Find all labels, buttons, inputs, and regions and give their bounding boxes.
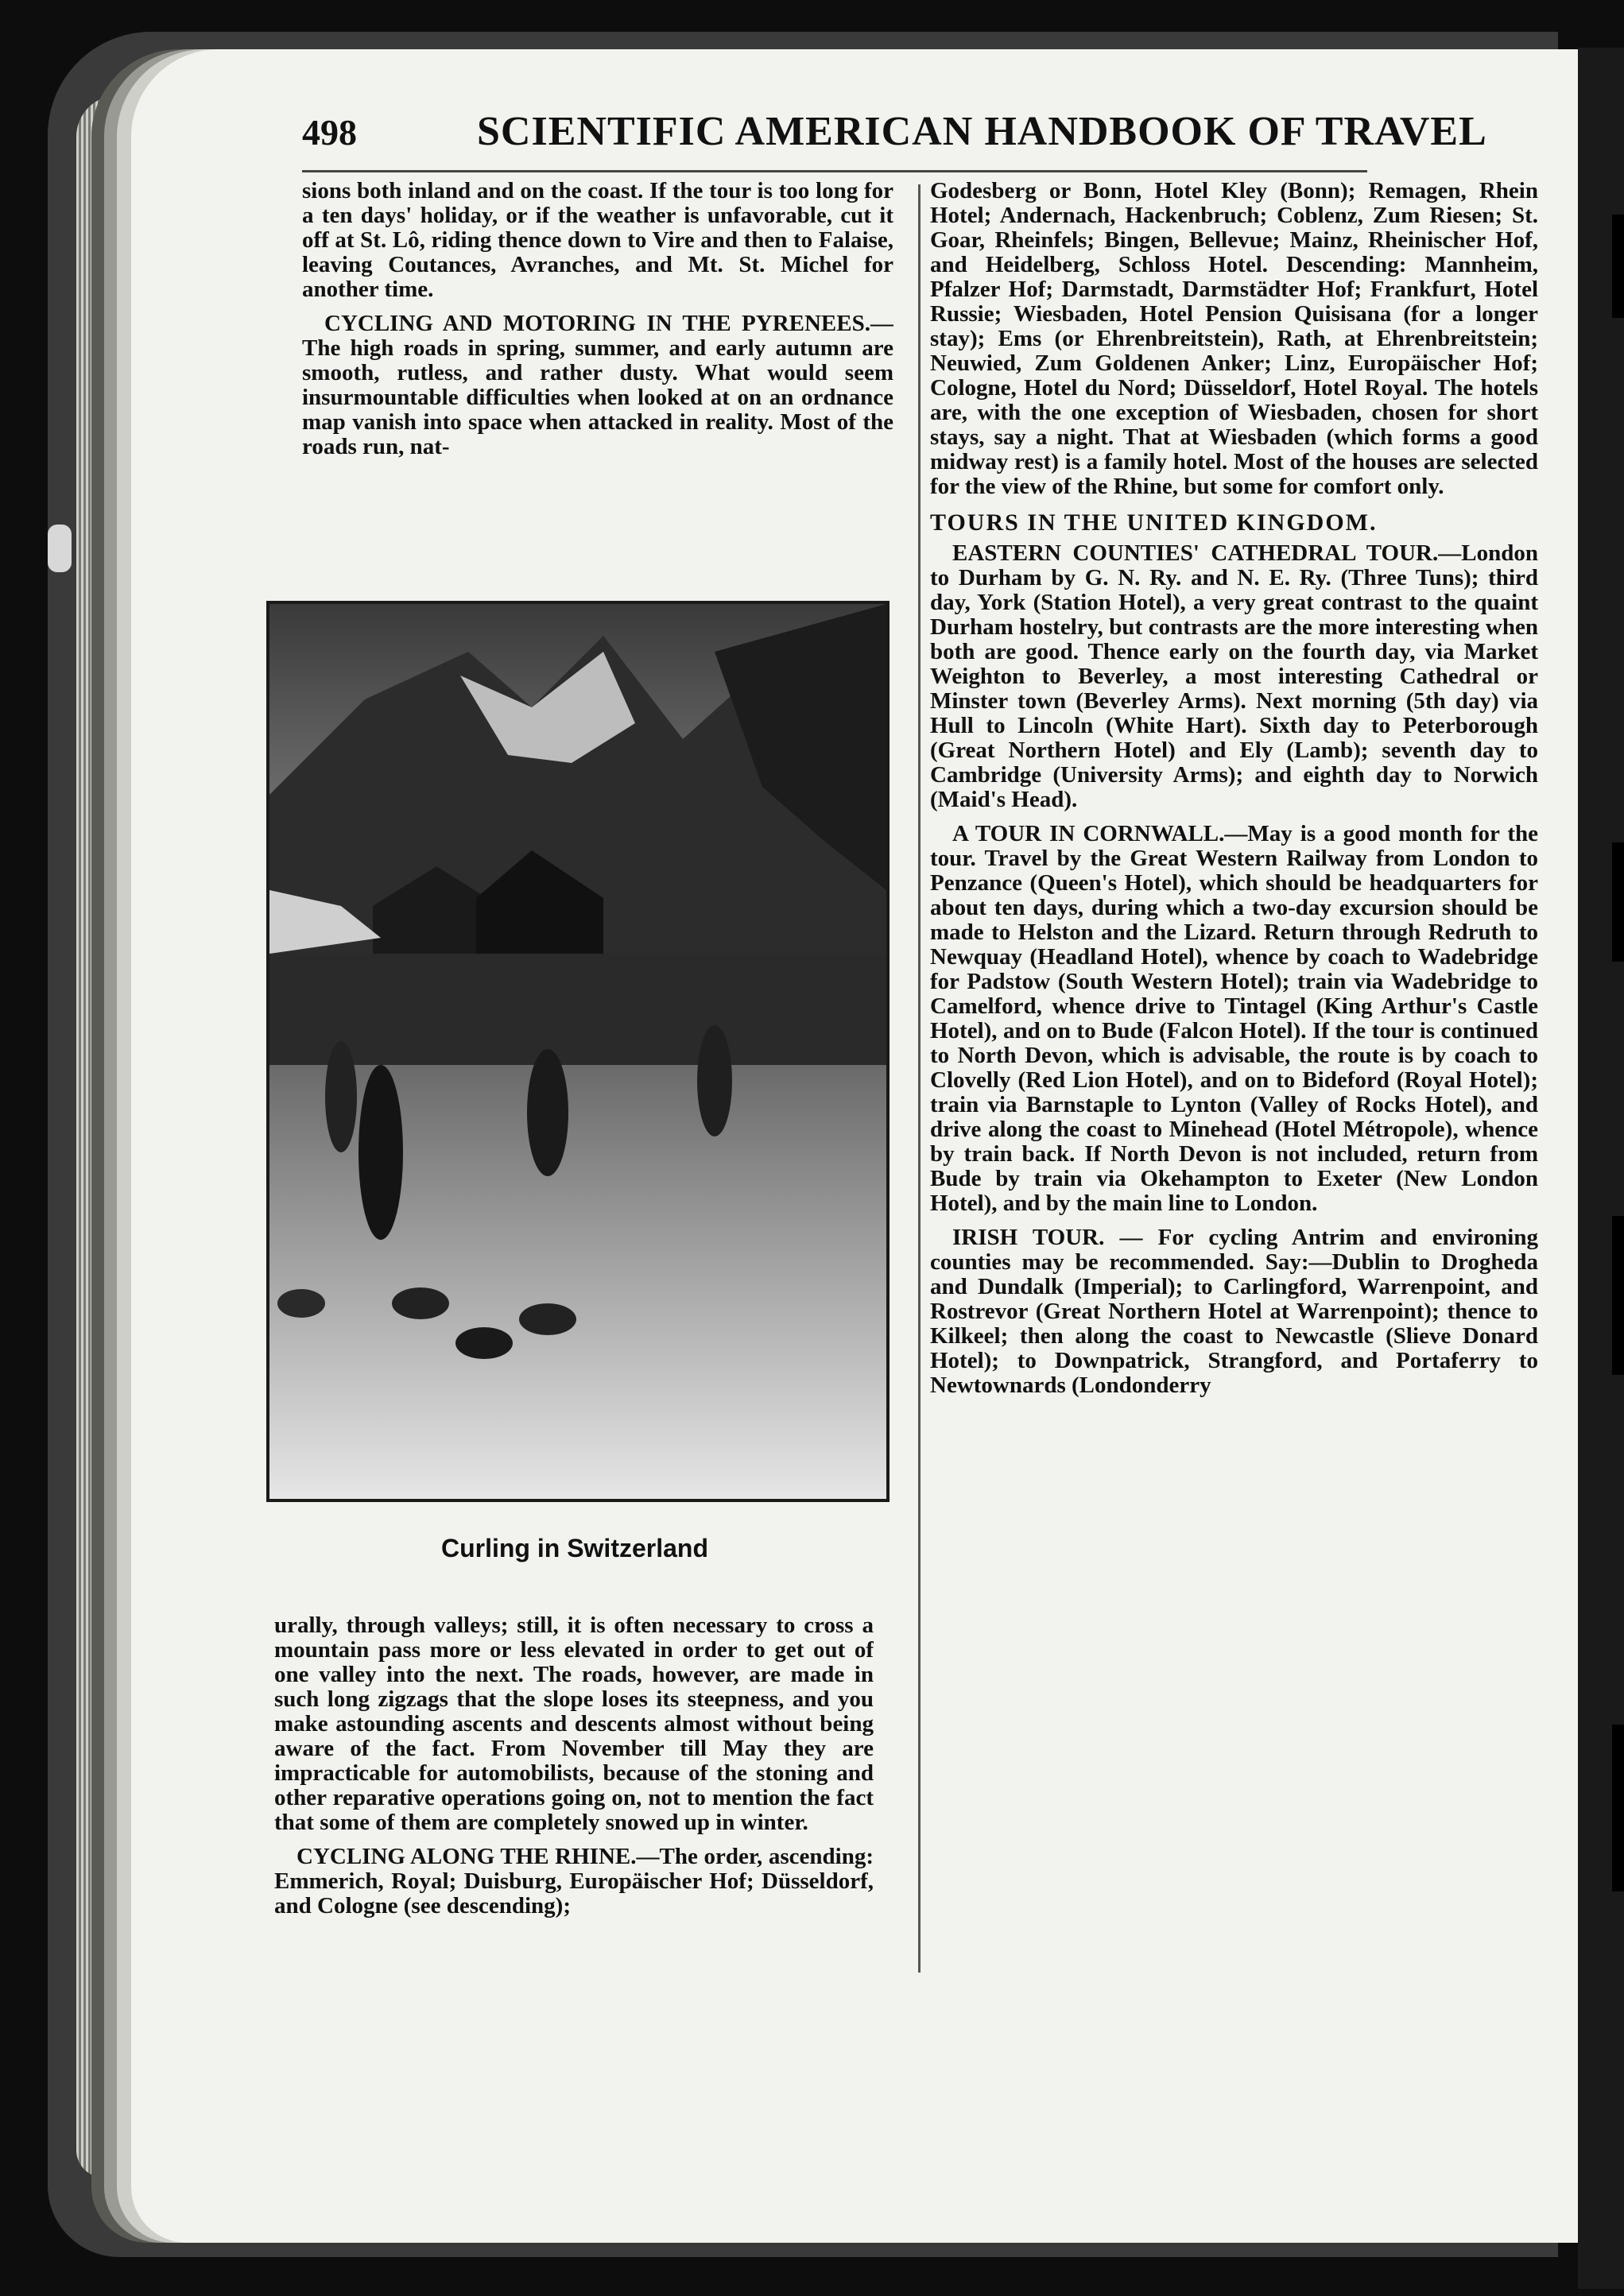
running-head: SCIENTIFIC AMERICAN HANDBOOK OF TRAVEL — [477, 109, 1487, 154]
facing-page-mark — [1612, 1216, 1624, 1375]
scan-clip-mark — [48, 525, 72, 572]
header-rule — [302, 170, 1367, 172]
paragraph: urally, through valleys; still, it is often necessary to cross a mountain pass more or less elevated in order to get out of one valley into the next. The roads, however, are made in such long zigzags that the slope loses its steepness, and you make astounding ascents and descents almost without being aware of the fact. From November till May they are impracticable for automobilists, because of the stoning and other reparative operations going on, not to mention the fact that some of them are completely snowed up in winter. — [274, 1613, 874, 1835]
paragraph-heading: IRISH TOUR. — [952, 1225, 1105, 1250]
paragraph — [274, 1845, 874, 1918]
paragraph — [930, 541, 1538, 812]
left-column-bottom — [274, 1613, 874, 2126]
page-edges — [76, 95, 118, 2178]
page-number: 498 — [302, 112, 357, 153]
section-heading: TOURS IN THE UNITED KINGDOM. — [930, 509, 1378, 536]
figure-caption: Curling in Switzerland — [440, 1534, 708, 1562]
page-header — [302, 109, 1487, 167]
paragraph-body: —London to Durham by G. N. Ry. and N. E. Ry. (Three Tuns); third day, York (Station Hotel), a very great contrast to the quaint Durham hostelry, but contrasts are the more interesting when both are good. Thence early on the fourth day, via Market Weighton to Beverley, a most interesting Cathedral or Minster town (Beverley Arms). Next morning (5th day) via Hull to Lincoln (White Hart). Sixth day to Peterborough (Great Northern Hotel) and Ely (Lamb); seventh day to Cambridge (University Arms); and eighth day to Norwich (Maid's Head). — [930, 540, 1538, 812]
paragraph-heading: EASTERN COUNTIES' CATHEDRAL TOUR. — [952, 540, 1439, 566]
column-rule — [918, 184, 921, 1973]
paragraph — [930, 1225, 1538, 1398]
paragraph-heading: A TOUR IN CORNWALL. — [952, 821, 1225, 846]
left-column-top — [302, 179, 893, 568]
facing-page-mark — [1612, 215, 1624, 318]
paragraph — [930, 822, 1538, 1216]
photo-curling — [266, 601, 890, 1502]
facing-page-mark — [1612, 842, 1624, 962]
paragraph-heading: CYCLING AND MOTORING IN THE PYRENEES. — [324, 311, 870, 336]
paragraph-body: —The high roads in spring, summer, and early autumn are smooth, rutless, and rather dusty. What would seem insurmountable difficulties when looked at on an ordnance map vanish into space when attacked in reality. Most of the roads run, nat- — [302, 311, 893, 459]
paragraph — [302, 312, 893, 459]
paragraph-body: —The order, ascending: Emmerich, Royal; Duisburg, Europäischer Hof; Düsseldorf, and Cologne (see descending); — [274, 1844, 874, 1918]
paragraph: Godesberg or Bonn, Hotel Kley (Bonn); Remagen, Rhein Hotel; Andernach, Hackenbruch; Coblenz, Zum Riesen; St. Goar, Rheinfels; Bingen, Bellevue; Mainz, Rheinischer Hof, and Heidelberg, Schloss Hotel. Descending: Mannheim, Pfalzer Hof; Darmstadt, Darmstädter Hof; Frankfurt, Hotel Russie; Wiesbaden, Hotel Pension Quisisana (for a longer stay); Ems (or Ehrenbreitstein), Rath, at Ehrenbreitstein; Neuwied, Zum Goldenen Anker; Linz, Europäischer Hof; Cologne, Hotel du Nord; Düsseldorf, Hotel Royal. The hotels are, with the one exception of Wiesbaden, chosen for short stays, say a night. That at Wiesbaden (which forms a good midway rest) is a family hotel. Most of the houses are selected for the view of the Rhine, but some for comfort only. — [930, 179, 1538, 499]
facing-page-edge — [1578, 48, 1624, 2289]
photo-image — [269, 604, 886, 1499]
facing-page-mark — [1612, 1725, 1624, 1891]
paragraph: sions both inland and on the coast. If the tour is too long for a ten days' holiday, or if the weather is unfavorable, cut it off at St. Lô, riding thence down to Vire and then to Falaise, leaving Coutances, Avranches, and Mt. St. Michel for another time. — [302, 179, 893, 302]
paragraph-body: — For cycling Antrim and environing counties may be recommended. Say:—Dublin to Drogheda and Dundalk (Imperial); to Carlingford, Warrenpoint, and Rostrevor (Great Northern Hotel at Warrenpoint); thence to Kilkeel; then along the coast to Newcastle (Slieve Donard Hotel); to Downpatrick, Strangford, and Portaferry to Newtownards (Londonderry — [930, 1225, 1538, 1398]
paragraph-body: —May is a good month for the tour. Travel by the Great Western Railway from London to Penzance (Queen's Hotel), which should be headquarters for about ten days, during which a two-day excursion should be made to Helston and the Lizard. Return through Redruth to Newquay (Headland Hotel), whence by coach to Wadebridge for Padstow (South Western Hotel); train via Wadebridge to Camelford, whence drive to Tintagel (King Arthur's Castle Hotel), and on to Bude (Falcon Hotel). If the tour is continued to North Devon, which is advisable, the route is by coach to Clovelly (Red Lion Hotel), and on to Bideford (Royal Hotel); train via Barnstaple to Lynton (Valley of Rocks Hotel), and drive along the coast to Minehead (Hotel Métropole), whence by train back. If North Devon is not included, return from Bude by train via Okehampton to Exeter (New London Hotel), and by the main line to London. — [930, 821, 1538, 1216]
paragraph-heading: CYCLING ALONG THE RHINE. — [297, 1844, 637, 1869]
right-column — [930, 179, 1538, 2134]
